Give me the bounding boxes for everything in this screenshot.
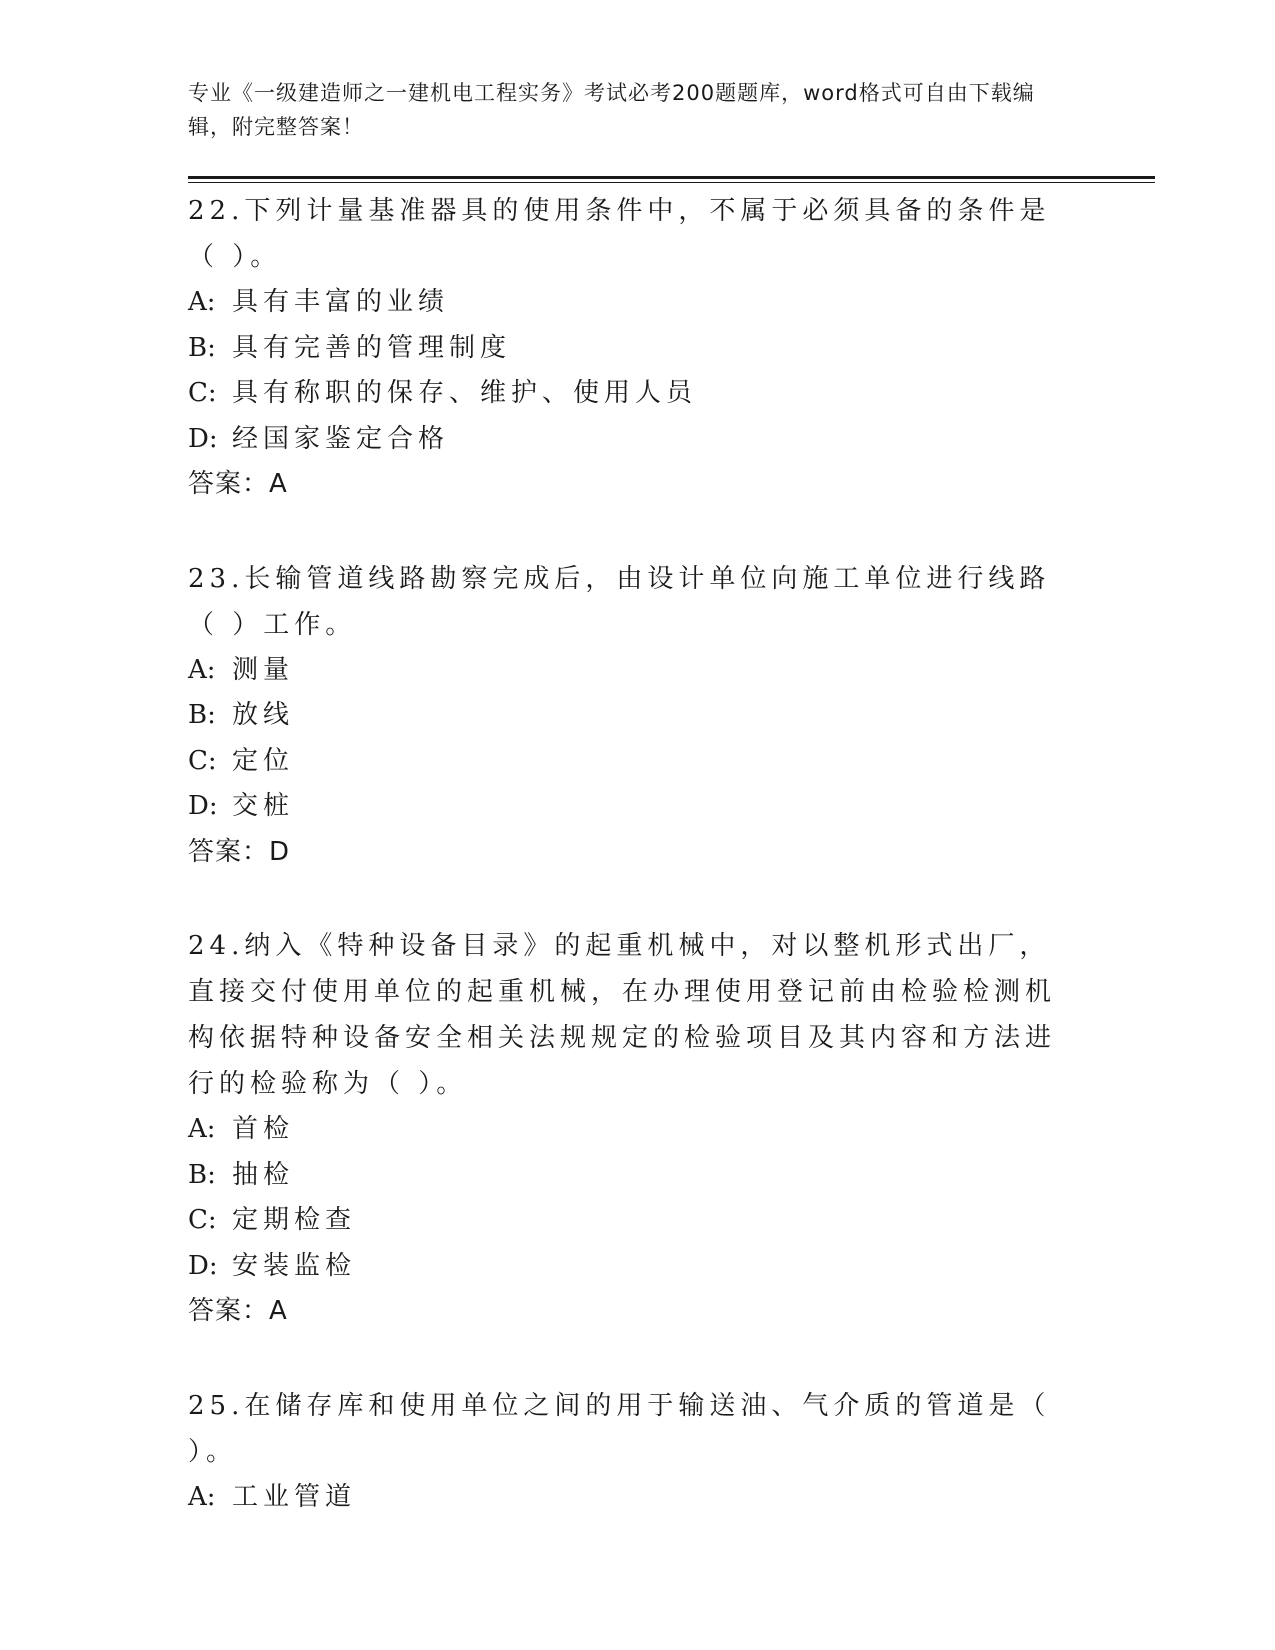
- option-a: [188, 1475, 1078, 1521]
- option-a: [188, 1107, 1078, 1153]
- option-text: 测量: [232, 654, 295, 685]
- header-divider-thin: [188, 182, 1155, 183]
- option-letter: A:: [188, 287, 216, 317]
- question-text: 22.下列计量基准器具的使用条件中，不属于必须具备的条件是（ ）。: [188, 196, 1051, 272]
- header-divider-thick: [188, 176, 1155, 179]
- option-letter: B:: [188, 332, 216, 363]
- option-text: 具有称职的保存、维护、使用人员: [232, 378, 698, 408]
- option-letter: C:: [188, 378, 217, 408]
- question-text: 24.纳入《特种设备目录》的起重机械中，对以整机形式出厂，直接交付使用单位的起重机械，在办理使用登记前由检验检测机构依据特种设备安全相关法规规定的检验项目及其内容和方法进行的检验称为（ ）。: [188, 931, 1057, 1099]
- option-a: [188, 648, 1078, 694]
- document-header: 专业《一级建造师之一建机电工程实务》考试必考200题题库，word格式可自由下载编辑，附完整答案！: [188, 81, 1035, 139]
- question-list: [188, 188, 1078, 1520]
- answer-line: 答案：A: [188, 1296, 288, 1326]
- option-letter: A:: [188, 1114, 216, 1144]
- answer-line: 答案：D: [188, 836, 291, 867]
- answer-line: 答案：A: [188, 469, 288, 499]
- option-a: [188, 280, 1078, 326]
- option-c: [188, 1198, 1078, 1244]
- option-letter: D:: [188, 423, 218, 454]
- option-b: [188, 693, 1078, 739]
- option-letter: B:: [188, 700, 216, 730]
- question-text: 25.在储存库和使用单位之间的用于输送油、气介质的管道是（ ）。: [188, 1390, 1051, 1467]
- option-b: [188, 1153, 1078, 1199]
- option-d: [188, 1244, 1078, 1290]
- question-23: [188, 556, 1078, 876]
- option-text: 具有完善的管理制度: [232, 332, 512, 363]
- option-d: [188, 784, 1078, 830]
- question-25: [188, 1383, 1078, 1521]
- option-b: [188, 326, 1078, 372]
- option-text: 定期检查: [232, 1205, 357, 1235]
- option-letter: D:: [188, 791, 218, 821]
- option-letter: C:: [188, 745, 217, 776]
- option-letter: D:: [188, 1250, 218, 1281]
- question-spacer: [188, 875, 1078, 923]
- option-c: [188, 371, 1078, 417]
- option-text: 安装监检: [232, 1250, 357, 1281]
- question-spacer: [188, 1335, 1078, 1383]
- option-letter: A:: [188, 1481, 216, 1512]
- option-letter: A:: [188, 654, 216, 685]
- option-text: 经国家鉴定合格: [232, 423, 450, 454]
- question-spacer: [188, 508, 1078, 556]
- option-letter: C:: [188, 1205, 217, 1235]
- option-d: [188, 417, 1078, 463]
- option-text: 具有丰富的业绩: [232, 287, 450, 317]
- option-text: 放线: [232, 700, 295, 730]
- question-24: [188, 923, 1078, 1335]
- question-22: [188, 188, 1078, 508]
- option-text: 定位: [232, 745, 295, 776]
- option-text: 工业管道: [232, 1481, 357, 1512]
- option-text: 交桩: [232, 791, 295, 821]
- option-text: 首检: [232, 1114, 295, 1144]
- option-c: [188, 739, 1078, 785]
- option-text: 抽检: [232, 1159, 295, 1190]
- option-letter: B:: [188, 1159, 216, 1190]
- question-text: 23.长输管道线路勘察完成后，由设计单位向施工单位进行线路（ ）工作。: [188, 563, 1051, 640]
